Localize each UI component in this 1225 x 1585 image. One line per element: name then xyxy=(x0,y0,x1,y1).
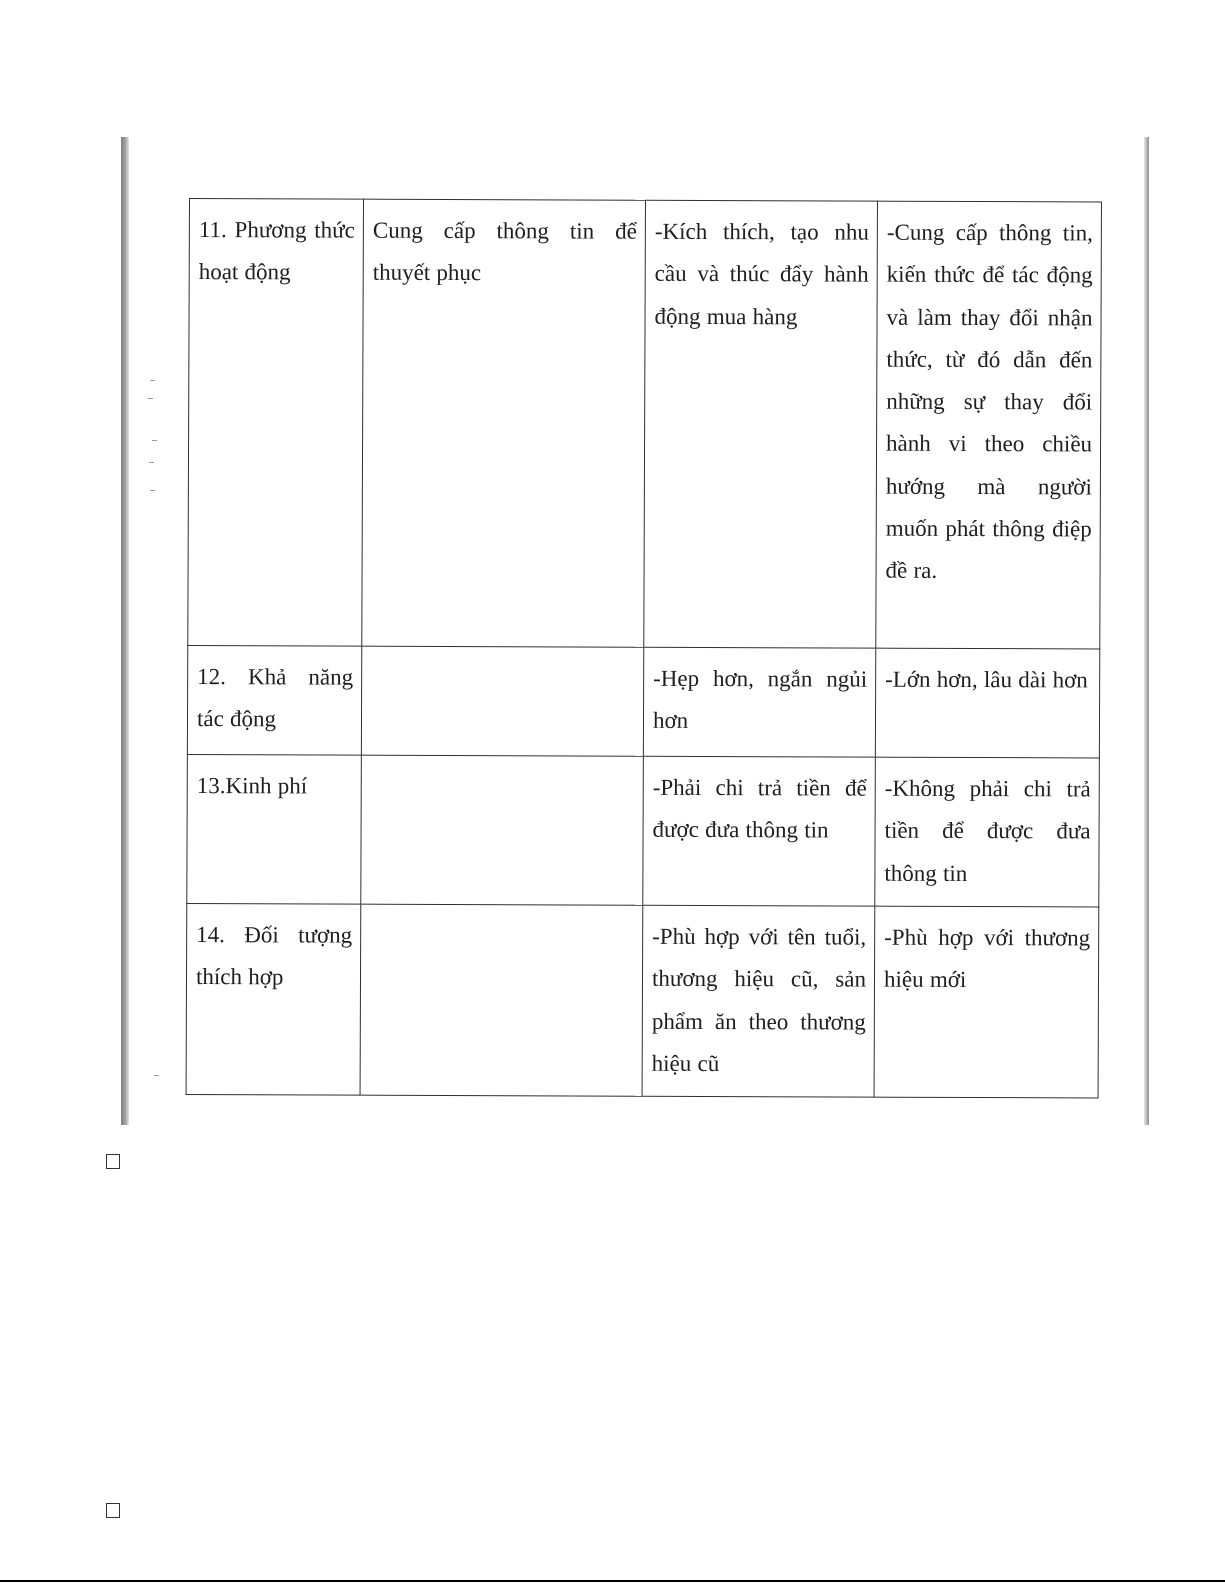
column-2-cell xyxy=(361,755,644,905)
criterion-text: 14. Đối tượng thích hợp xyxy=(195,922,353,990)
column-4-text: -Lớn hơn, lâu dài hơn xyxy=(885,666,1088,693)
empty-square-icon xyxy=(106,1503,120,1518)
scan-speck xyxy=(150,490,155,491)
page-bottom-rule xyxy=(0,1580,1225,1582)
column-2-text xyxy=(371,657,635,658)
column-4-cell xyxy=(874,906,1099,1098)
scan-speck xyxy=(148,398,153,399)
scan-speck xyxy=(154,1075,159,1076)
criterion-cell xyxy=(186,903,361,1095)
column-2-cell xyxy=(361,646,643,756)
column-3-text: -Hẹp hơn, ngắn ngủi hơn xyxy=(652,665,868,734)
column-4-text: -Phù hợp với thương hiệu mới xyxy=(883,924,1091,993)
criterion-cell xyxy=(187,754,362,904)
criterion-text: 13.Kinh phí xyxy=(196,773,308,799)
column-4-text: -Cung cấp thông tin, kiến thức để tác động và làm thay đổi nhận thức, từ đó dẫn đến những sự thay đổi hành vi theo chiều hướng mà người muốn phát thông điệp đề ra. xyxy=(885,219,1093,584)
table-row xyxy=(187,645,1099,758)
column-3-cell xyxy=(644,200,878,648)
scan-left-edge xyxy=(121,137,129,1125)
table-row xyxy=(188,199,1102,649)
scan-speck xyxy=(152,440,157,441)
column-3-cell xyxy=(642,905,875,1097)
scan-speck xyxy=(150,380,155,381)
criterion-cell xyxy=(187,645,361,755)
column-2-text: Cung cấp thông tin để thuyết phục xyxy=(372,217,637,286)
column-4-text: -Không phải chi trả tiền để được đưa thông tin xyxy=(884,775,1091,886)
column-4-cell xyxy=(875,648,1099,758)
column-4-cell xyxy=(876,201,1102,649)
column-3-cell xyxy=(643,756,876,906)
table-row xyxy=(187,754,1100,907)
column-3-text: -Phù hợp với tên tuổi, thương hiệu cũ, sản phẩm ăn theo thương hiệu cũ xyxy=(651,923,867,1076)
column-2-cell xyxy=(362,199,646,647)
column-3-text: -Phải chi trả tiền để được đưa thông tin xyxy=(652,774,867,843)
criterion-cell xyxy=(188,199,364,647)
column-3-text: -Kích thích, tạo nhu cầu và thúc đẩy hành động mua hàng xyxy=(654,218,869,329)
comparison-table xyxy=(186,198,1102,1098)
column-2-cell xyxy=(360,904,643,1096)
empty-square-icon xyxy=(106,1154,120,1169)
column-2-text xyxy=(370,915,634,916)
scan-speck xyxy=(149,462,154,463)
table-row xyxy=(186,903,1099,1098)
scan-right-edge xyxy=(1144,137,1149,1125)
column-3-cell xyxy=(643,647,875,757)
criterion-text: 12. Khả năng tác động xyxy=(196,664,354,732)
column-4-cell xyxy=(875,757,1100,907)
column-2-text xyxy=(371,766,635,767)
criterion-text: 11. Phương thức hoạt động xyxy=(198,217,355,285)
